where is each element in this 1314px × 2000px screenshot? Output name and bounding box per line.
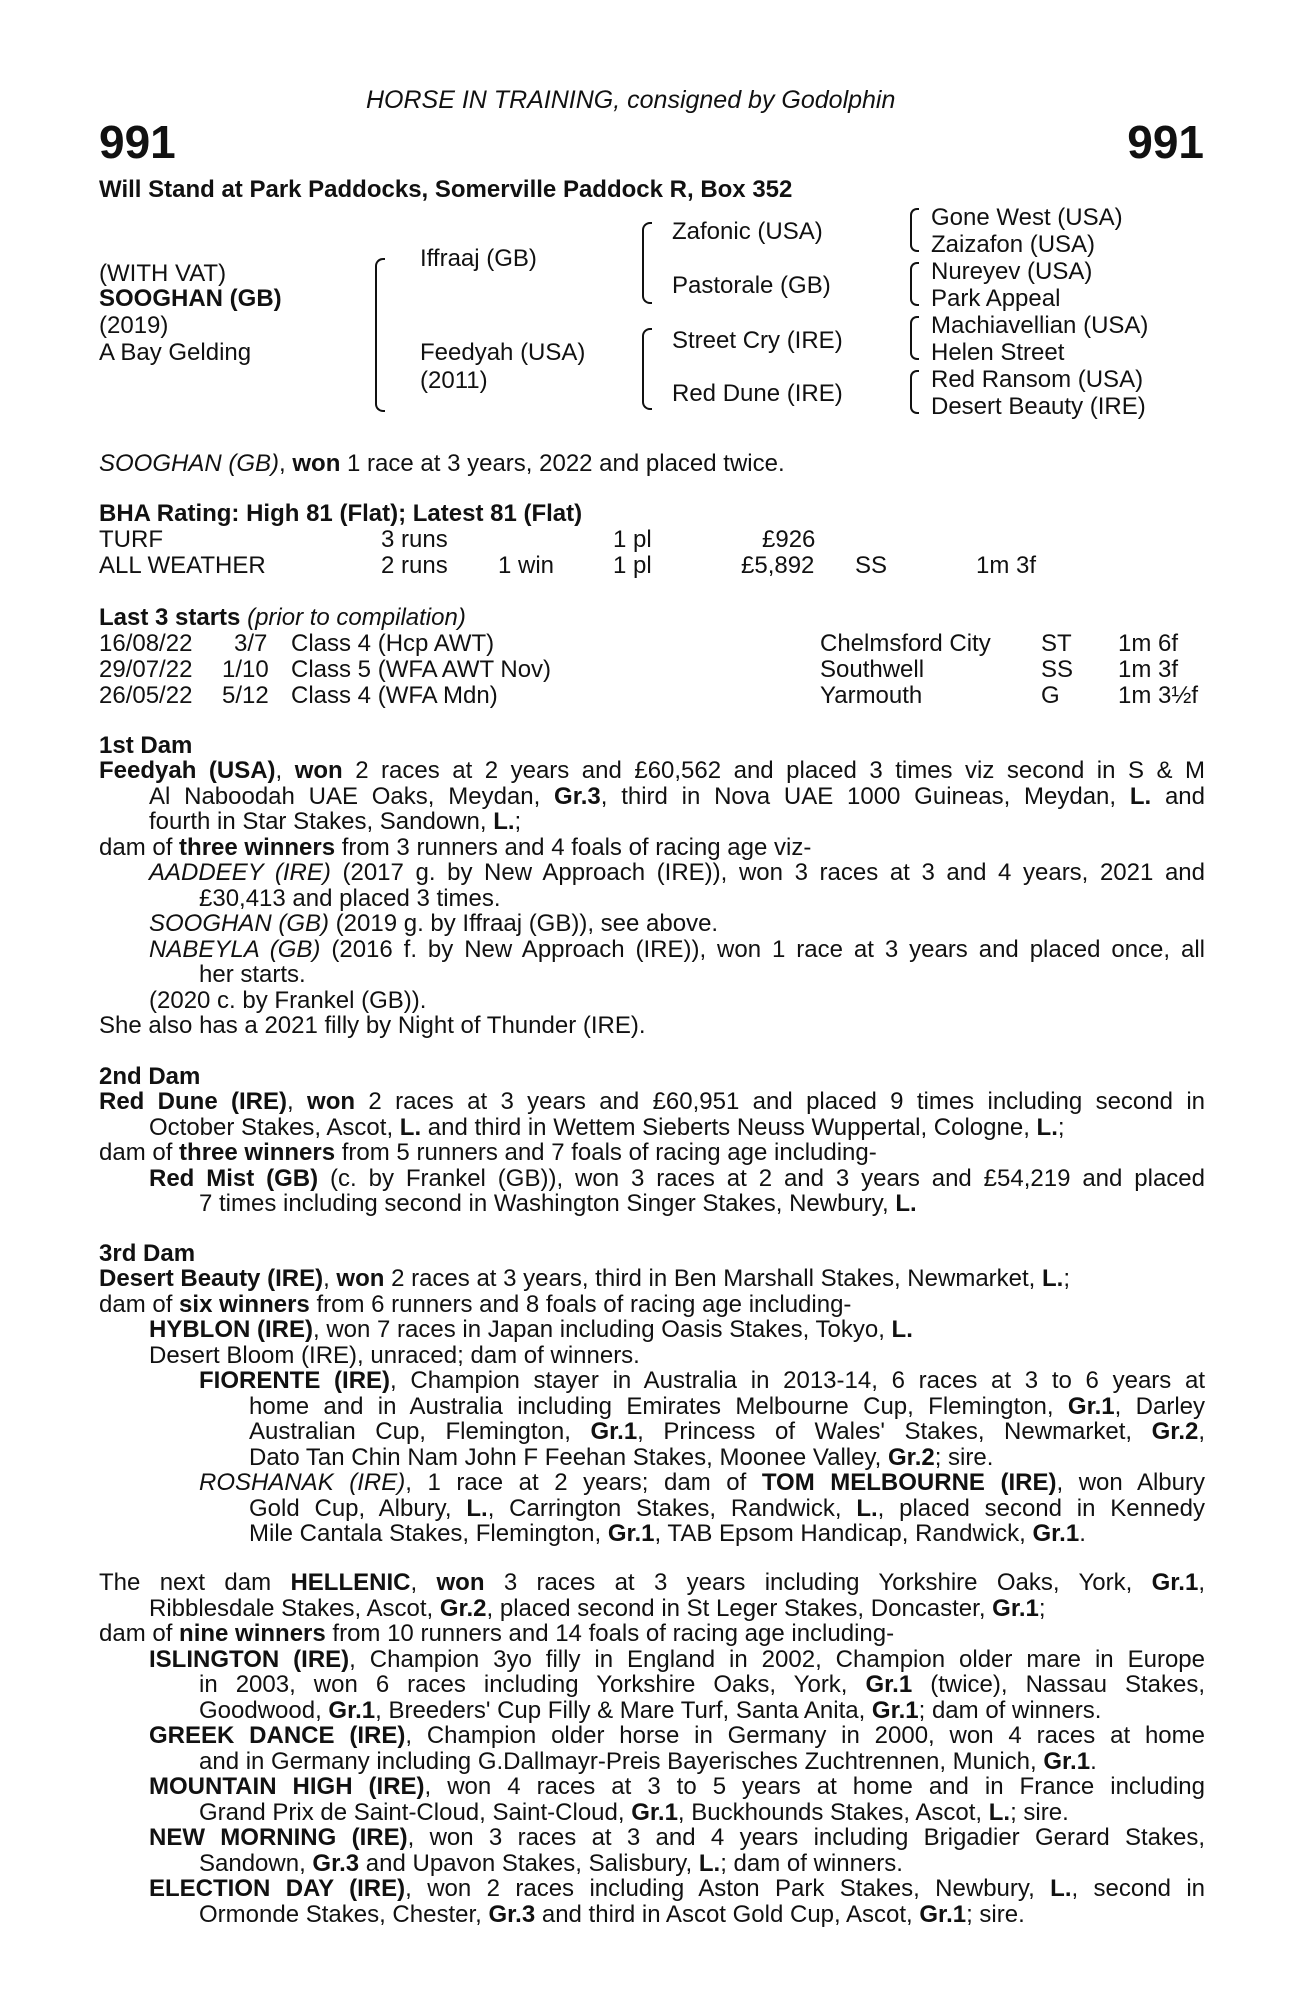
progeny-entry: ISLINGTON (IRE), Champion 3yo filly in England in 2002, Champion older mare in Europe [149, 1645, 1205, 1673]
progeny-entry: and in Germany including G.Dallmayr-Preis Bayerisches Zuchtrennen, Munich, Gr.1. [199, 1747, 1097, 1775]
next-dam-section [99, 1570, 1205, 1927]
rating-placed: 1 pl [613, 552, 652, 579]
second-dam-line: Red Dune (IRE), won 2 races at 3 years and £60,951 and placed 9 times including second in [99, 1088, 1205, 1115]
start-race: Class 5 (WFA AWT Nov) [291, 656, 552, 683]
rating-going: SS [855, 552, 888, 579]
starts-note: (prior to compilation) [247, 604, 466, 631]
rating-placed: 1 pl [613, 526, 652, 553]
progeny-entry: 7 times including second in Washington Singer Stakes, Newbury, L. [199, 1190, 917, 1217]
brace-sire [642, 222, 652, 304]
rating-prize: £926 [762, 526, 816, 553]
progeny-entry: Red Mist (GB) (c. by Frankel (GB)), won 3 races at 2 and 3 years and £54,219 and placed [149, 1164, 1205, 1192]
grand-progeny-entry: home and in Australia including Emirates Melbourne Cup, Flemington, Gr.1, Darley [249, 1392, 1205, 1420]
start-distance: 1m 6f [1118, 630, 1179, 657]
brace-dam [642, 328, 652, 410]
third-dam-heading: 3rd Dam [99, 1240, 196, 1267]
dam-dam-dam: Desert Beauty (IRE) [931, 393, 1146, 420]
dam-name: Feedyah (USA) [420, 339, 586, 366]
progeny-entry: her starts. [199, 961, 306, 988]
start-course: Yarmouth [820, 682, 923, 709]
rating-surface: TURF [99, 526, 163, 553]
sire-sire-sire: Gone West (USA) [931, 204, 1123, 231]
first-dam-line: dam of three winners from 3 runners and 4 foals of racing age viz- [99, 833, 812, 861]
progeny-entry: AADDEEY (IRE) (2017 g. by New Approach (IRE)), won 3 races at 3 and 4 years, 2021 and [149, 859, 1205, 886]
sire-sire: Zafonic (USA) [672, 218, 823, 245]
start-going: G [1041, 682, 1060, 709]
summary-horse-name: SOOGHAN (GB) [99, 450, 280, 477]
start-position: 5/12 [222, 682, 269, 709]
first-dam-line: Al Naboodah UAE Oaks, Meydan, Gr.3, third in Nova UAE 1000 Guineas, Meydan, L. and [149, 782, 1205, 810]
grand-progeny-entry: Dato Tan Chin Nam John F Feehan Stakes, Moonee Valley, Gr.2; sire. [249, 1443, 994, 1471]
grand-progeny-entry: FIORENTE (IRE), Champion stayer in Australia in 2013-14, 6 races at 3 to 6 years at [199, 1367, 1206, 1394]
rating-surface: ALL WEATHER [99, 552, 266, 579]
summary-text: 1 race at 3 years, 2022 and placed twice. [347, 450, 785, 477]
horse-description: A Bay Gelding [99, 339, 252, 366]
start-date: 29/07/22 [99, 656, 193, 683]
sire-dam-sire: Nureyev (USA) [931, 258, 1093, 285]
horse-year: (2019) [99, 312, 169, 339]
brace-dd [910, 370, 919, 414]
summary-won: won [292, 450, 341, 477]
dam-dam-sire: Red Ransom (USA) [931, 366, 1144, 393]
start-date: 16/08/22 [99, 630, 193, 657]
progeny-entry: ELECTION DAY (IRE), won 2 races including Aston Park Stakes, Newbury, L., second in [149, 1875, 1206, 1902]
first-dam-line: fourth in Star Stakes, Sandown, L.; [149, 808, 522, 835]
consignment-header: HORSE IN TRAINING, consigned by Godolphin [366, 86, 896, 114]
third-dam-line: Desert Beauty (IRE), won 2 races at 3 years, third in Ben Marshall Stakes, Newmarket, L.; [99, 1265, 1071, 1292]
start-course: Southwell [820, 656, 925, 683]
grand-progeny-entry: Gold Cup, Albury, L., Carrington Stakes, Randwick, L., placed second in Kennedy [249, 1494, 1206, 1522]
start-race: Class 4 (WFA Mdn) [291, 682, 498, 709]
rating-runs: 2 runs [381, 552, 448, 579]
vat-label: (WITH VAT) [99, 260, 227, 287]
dam-sire-dam: Helen Street [931, 339, 1065, 366]
race-summary: SOOGHAN (GB), won 1 race at 3 years, 2022 and placed twice. [99, 450, 785, 477]
sire-sire-dam: Zaizafon (USA) [931, 231, 1096, 258]
dam-sire-sire: Machiavellian (USA) [931, 312, 1149, 339]
lot-number-left: 991 [99, 116, 176, 168]
first-dam-line: She also has a 2021 filly by Night of Thunder (IRE). [99, 1012, 646, 1039]
progeny-entry: Goodwood, Gr.1, Breeders' Cup Filly & Mare Turf, Santa Anita, Gr.1; dam of winners. [199, 1696, 1102, 1724]
start-position: 1/10 [222, 656, 269, 683]
brace-ds [910, 316, 919, 360]
grand-progeny-entry: Mile Cantala Stakes, Flemington, Gr.1, TAB Epsom Handicap, Randwick, Gr.1. [249, 1520, 1086, 1547]
first-dam-heading: 1st Dam [99, 732, 193, 759]
second-dam-section [99, 1089, 1205, 1217]
second-dam-line: October Stakes, Ascot, L. and third in Wettem Sieberts Neuss Wuppertal, Cologne, L.; [149, 1113, 1065, 1141]
progeny-entry: in 2003, won 6 races including Yorkshire Oaks, York, Gr.1 (twice), Nassau Stakes, [199, 1671, 1206, 1698]
rating-title: BHA Rating: High 81 (Flat); Latest 81 (Flat) [99, 500, 583, 527]
brace-sd [910, 262, 919, 306]
progeny-entry: MOUNTAIN HIGH (IRE), won 4 races at 3 to 5 years at home and in France including [149, 1773, 1205, 1800]
third-dam-section [99, 1266, 1205, 1547]
sire-dam: Pastorale (GB) [672, 272, 831, 299]
stabling-line: Will Stand at Park Paddocks, Somerville Paddock R, Box 352 [99, 176, 793, 203]
grand-progeny-entry: Australian Cup, Flemington, Gr.1, Princess of Wales' Stakes, Newmarket, Gr.2, [249, 1418, 1206, 1445]
progeny-entry: NABEYLA (GB) (2016 f. by New Approach (IRE)), won 1 race at 3 years and placed once, all [149, 935, 1206, 963]
progeny-entry: Ormonde Stakes, Chester, Gr.3 and third in Ascot Gold Cup, Ascot, Gr.1; sire. [199, 1900, 1025, 1928]
brace-ss [910, 208, 919, 252]
start-race: Class 4 (Hcp AWT) [291, 630, 495, 657]
lot-number-right: 991 [1127, 116, 1204, 168]
start-distance: 1m 3f [1118, 656, 1179, 683]
horse-name: SOOGHAN (GB) [99, 285, 282, 312]
next-dam-line: dam of nine winners from 10 runners and 14 foals of racing age including- [99, 1620, 895, 1647]
dam-dam: Red Dune (IRE) [672, 380, 843, 407]
progeny-entry: (2020 c. by Frankel (GB)). [149, 986, 427, 1014]
progeny-entry: GREEK DANCE (IRE), Champion older horse in Germany in 2000, won 4 races at home [149, 1722, 1205, 1749]
starts-title-bold: Last 3 starts [99, 604, 241, 631]
progeny-entry: Desert Bloom (IRE), unraced; dam of winners. [149, 1341, 640, 1369]
start-date: 26/05/22 [99, 682, 193, 709]
start-going: ST [1041, 630, 1072, 657]
start-position: 3/7 [234, 630, 268, 657]
progeny-entry: £30,413 and placed 3 times. [199, 884, 501, 912]
second-dam-line: dam of three winners from 5 runners and 7 foals of racing age including- [99, 1139, 877, 1166]
rating-prize: £5,892 [741, 552, 815, 579]
start-course: Chelmsford City [820, 630, 991, 657]
sire-name: Iffraaj (GB) [420, 245, 537, 272]
first-dam-section [99, 758, 1205, 1039]
start-distance: 1m 3½f [1118, 682, 1199, 709]
progeny-entry: Grand Prix de Saint-Cloud, Saint-Cloud, Gr.1, Buckhounds Stakes, Ascot, L.; sire. [199, 1798, 1069, 1826]
rating-wins: 1 win [498, 552, 555, 579]
progeny-entry: Sandown, Gr.3 and Upavon Stakes, Salisbury, L.; dam of winners. [199, 1849, 903, 1877]
second-dam-heading: 2nd Dam [99, 1063, 201, 1090]
starts-title [99, 604, 466, 632]
progeny-entry: SOOGHAN (GB) (2019 g. by Iffraaj (GB)), see above. [149, 910, 719, 937]
next-dam-line: Ribblesdale Stakes, Ascot, Gr.2, placed second in St Leger Stakes, Doncaster, Gr.1; [149, 1594, 1046, 1622]
rating-distance: 1m 3f [976, 552, 1037, 579]
brace-gen1 [375, 258, 385, 412]
next-dam-line: The next dam HELLENIC, won 3 races at 3 years including Yorkshire Oaks, York, Gr.1, [99, 1569, 1205, 1596]
dam-year: (2011) [420, 367, 488, 394]
rating-runs: 3 runs [381, 526, 448, 553]
first-dam-line: Feedyah (USA), won 2 races at 2 years and £60,562 and placed 3 times viz second in S & M [99, 757, 1205, 784]
progeny-entry: NEW MORNING (IRE), won 3 races at 3 and 4 years including Brigadier Gerard Stakes, [149, 1824, 1206, 1851]
dam-sire: Street Cry (IRE) [672, 327, 843, 354]
grand-progeny-entry: ROSHANAK (IRE), 1 race at 2 years; dam of TOM MELBOURNE (IRE), won Albury [199, 1469, 1205, 1496]
sire-dam-dam: Park Appeal [931, 285, 1061, 312]
start-going: SS [1041, 656, 1074, 683]
third-dam-line: dam of six winners from 6 runners and 8 foals of racing age including- [99, 1290, 852, 1318]
progeny-entry: HYBLON (IRE), won 7 races in Japan including Oasis Stakes, Tokyo, L. [149, 1316, 913, 1343]
